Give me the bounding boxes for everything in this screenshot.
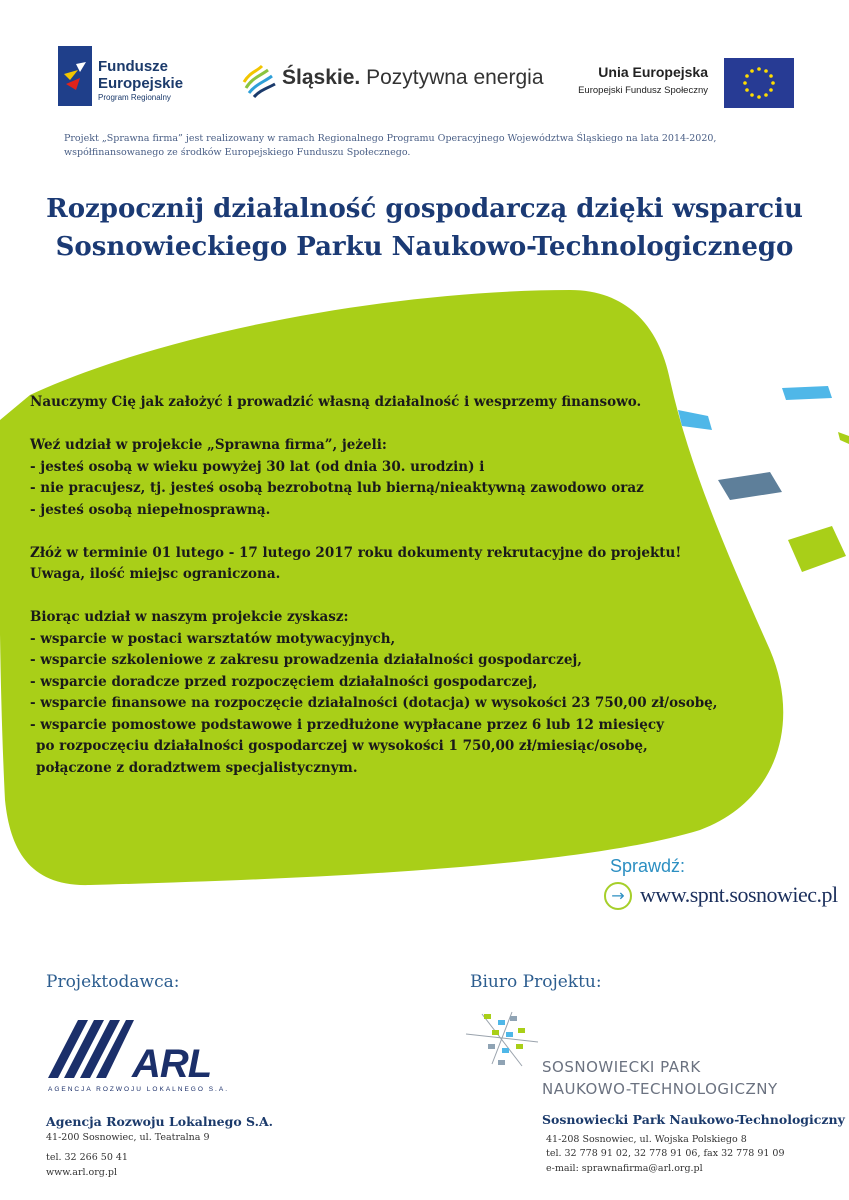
- website-url[interactable]: www.spnt.sosnowiec.pl: [640, 882, 838, 907]
- benefit-item: - wsparcie w postaci warsztatów motywacyjnych,: [30, 630, 396, 647]
- right-org-name: Sosnowiecki Park Naukowo-Technologiczny: [542, 1112, 845, 1127]
- fe-line2: Europejskie: [98, 75, 184, 92]
- right-email[interactable]: e-mail: sprawnafirma@arl.org.pl: [546, 1163, 703, 1174]
- eligibility-item: - nie pracujesz, tj. jesteś osobą bezrobotną lub bierną/nieaktywną zawodowo oraz: [30, 480, 644, 496]
- benefit-item: - wsparcie doradcze przed rozpoczęciem działalności gospodarczej,: [30, 673, 538, 690]
- deco-green-shape: [788, 526, 846, 572]
- right-phone: tel. 32 778 91 02, 32 778 91 06, fax 32 778 91 09: [546, 1148, 785, 1159]
- deadline-text: Złóż w terminie 01 lutego - 17 lutego 2017 roku dokumenty rekrutacyjne do projektu!: [30, 544, 682, 561]
- benefit-item: po rozpoczęciu działalności gospodarczej w wysokości 1 750,00 zł/miesiąc/osobę,: [36, 738, 648, 754]
- eligibility-item: - jesteś osobą w wieku powyżej 30 lat (od dnia 30. urodzin) i: [30, 458, 485, 475]
- right-address: 41-208 Sosnowiec, ul. Wojska Polskiego 8: [546, 1134, 747, 1145]
- arl-logo-sub: AGENCJA ROZWOJU LOKALNEGO S.A.: [48, 1086, 229, 1093]
- benefit-item: połączone z doradztwem specjalistycznym.: [36, 759, 358, 776]
- project-note-line2: współfinansowanego ze środków Europejskiego Funduszu Społecznego.: [64, 147, 411, 158]
- slaskie-logo: [242, 64, 544, 100]
- benefit-item: - wsparcie pomostowe podstawowe i przedłużone wypłacane przez 6 lub 12 miesięcy: [30, 716, 664, 733]
- headline-line2: Sosnowieckiego Parku Naukowo-Technologicznego: [55, 232, 794, 262]
- benefits-title: Biorąc udział w naszym projekcie zyskasz:: [30, 609, 349, 625]
- eligibility-item: - jesteś osobą niepełnosprawną.: [30, 501, 271, 518]
- slaskie-waves-icon: [242, 64, 276, 98]
- spnt-network-icon: [462, 1004, 542, 1074]
- fe-emblem-icon: [58, 46, 98, 106]
- left-phone: tel. 32 266 50 41: [46, 1152, 128, 1163]
- left-website[interactable]: www.arl.org.pl: [46, 1167, 118, 1178]
- arl-logo: [44, 1016, 244, 1098]
- slaskie-bold: Śląskie.: [282, 66, 361, 89]
- headline-line1: Rozpocznij działalność gospodarczą dzięki wsparciu: [46, 194, 803, 224]
- project-note-line1: Projekt „Sprawna firma” jest realizowany w ramach Regionalnego Programu Operacyjnego Województwa Śląskiego na lata 2014-2020,: [64, 133, 717, 144]
- eu-sub: Europejski Fundusz Społeczny: [578, 85, 708, 96]
- spnt-logo-line1: SOSNOWIECKI PARK: [542, 1058, 701, 1076]
- fundusze-europejskie-logo: [58, 46, 218, 106]
- unia-europejska-logo: [560, 56, 800, 110]
- limit-text: Uwaga, ilość miejsc ograniczona.: [30, 566, 281, 582]
- benefit-item: - wsparcie finansowe na rozpoczęcie działalności (dotacja) w wysokości 23 750,00 zł/osobę,: [30, 695, 718, 711]
- intro-text: Nauczymy Cię jak założyć i prowadzić własną działalność i wesprzemy finansowo.: [30, 394, 642, 410]
- left-org-name: Agencja Rozwoju Lokalnego S.A.: [46, 1114, 274, 1129]
- spnt-logo: [462, 1004, 782, 1108]
- website-link[interactable]: [604, 878, 844, 914]
- spnt-logo-line2: NAUKOWO-TECHNOLOGICZNY: [542, 1080, 778, 1098]
- eligibility-title: Weź udział w projekcie „Sprawna firma”, jeżeli:: [30, 437, 387, 453]
- eu-title: Unia Europejska: [598, 64, 708, 80]
- fe-sub: Program Regionalny: [98, 93, 171, 102]
- project-note: [64, 132, 794, 160]
- deco-light-blue-shape: [782, 386, 832, 400]
- projektodawca-label: Projektodawca:: [46, 972, 180, 992]
- left-address: 41-200 Sosnowiec, ul. Teatralna 9: [46, 1132, 210, 1143]
- biuro-projektu-label: Biuro Projektu:: [470, 972, 602, 992]
- arrow-right-icon: →: [604, 882, 632, 910]
- page-title: [20, 190, 829, 266]
- eu-flag-icon: [724, 58, 794, 108]
- arl-logo-text: ARL: [132, 1042, 212, 1086]
- deco-green-tab-shape: [838, 432, 849, 444]
- slaskie-rest: Pozytywna energia: [360, 66, 544, 89]
- fe-line1: Fundusze: [98, 58, 168, 75]
- benefit-item: - wsparcie szkoleniowe z zakresu prowadzenia działalności gospodarczej,: [30, 652, 582, 668]
- body-text: [30, 392, 780, 779]
- arl-stripes-icon: [44, 1016, 134, 1082]
- check-label: Sprawdź:: [610, 856, 686, 876]
